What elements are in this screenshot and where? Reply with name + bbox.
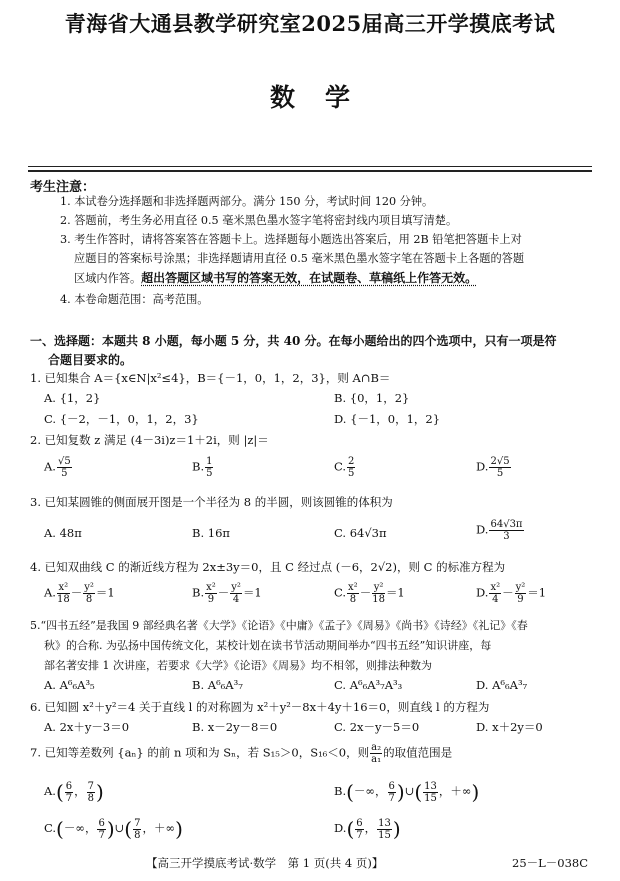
fraction-denominator: 5 (496, 468, 504, 479)
fraction-denominator: 5 (348, 468, 355, 479)
left-paren: ( (56, 817, 64, 841)
interval-start: －∞， (63, 821, 97, 835)
q4-option-c-fraction-1 (347, 582, 359, 605)
q2-option-d-label: D. (476, 459, 489, 474)
union-symbol: ∪ (114, 821, 125, 835)
q4-option-a-label: A. (44, 585, 56, 600)
q2-option-c (334, 456, 356, 479)
q4-option-a (44, 582, 115, 605)
fraction-denominator: 18 (56, 594, 70, 605)
q5-option-b: B. A⁶₆A³₇ (192, 678, 243, 692)
q1-option-d: D. {－1，0，1，2} (334, 412, 441, 426)
section-heading-line-1: 一、选择题：本题共 8 小题，每小题 5 分，共 40 分。在每小题给出的四个选项中，只有一项是符 (30, 334, 557, 348)
fraction-denominator: 15 (378, 829, 391, 841)
q2-option-c-fraction (347, 456, 355, 479)
question-5-line-3: 部名著安排 1 次讲座，若要求《大学》《论语》《周易》均不相邻，则排法种数为 (44, 659, 432, 672)
fraction-denominator: 4 (492, 594, 499, 605)
q2-option-a-label: A. (44, 459, 56, 474)
q2-option-b-fraction (205, 456, 213, 479)
section-heading-line-2: 合题目要求的。 (48, 353, 133, 367)
fraction-numerator: x² (490, 582, 501, 593)
q4-option-a-fraction-2 (83, 582, 95, 605)
q2-option-a-fraction (57, 456, 72, 479)
comma: ， (74, 784, 86, 798)
equals-one: ＝1 (95, 585, 115, 600)
q3-option-d-fraction (489, 519, 523, 542)
q4-option-d-fraction-2 (515, 582, 527, 605)
equals-one: ＝1 (527, 585, 547, 600)
fraction-denominator: 7 (388, 792, 395, 804)
notice-item-1: 1. 本试卷分选择题和非选择题两部分。满分 150 分，考试时间 120 分钟。 (60, 195, 434, 208)
fraction-denominator: 8 (85, 594, 93, 605)
q1-option-b: B. {0，1，2} (334, 391, 410, 405)
right-paren: ) (392, 817, 401, 841)
fraction (97, 818, 105, 841)
fraction-denominator: 9 (517, 594, 524, 605)
fraction-denominator: 3 (503, 531, 510, 542)
question-5-line-1: 5.“四书五经”是我国 9 部经典名著《大学》《论语》《中庸》《孟子》《周易》《尚书》《诗经》《礼记》《春 (30, 619, 528, 632)
right-paren: ) (396, 780, 405, 804)
notice-item-3-line-2: 应题目的答案标号涂黑；非选择题请用直径 0.5 毫米黑色墨水签字笔在答题卡上各题的答题 (74, 252, 525, 265)
q4-option-c (334, 582, 405, 605)
fraction (388, 781, 396, 804)
equals-one: ＝1 (242, 585, 262, 600)
q2-option-b-label: B. (192, 459, 205, 474)
fraction-numerator: 2 (348, 456, 355, 467)
q5-option-d: D. A⁶₆A³₇ (476, 678, 528, 692)
fraction (87, 781, 95, 804)
question-5-line-2: 秋》的合称. 为弘扬中国传统文化，某校计划在读书节活动期间举办“四书五经”知识讲座，每 (44, 639, 492, 652)
left-paren: ( (414, 780, 423, 804)
fraction (423, 781, 438, 804)
q4-option-b-label: B. (192, 585, 205, 600)
fraction-denominator: 7 (356, 829, 363, 841)
fraction (133, 818, 141, 841)
q4-option-d (476, 582, 546, 605)
question-2-stem: 2. 已知复数 z 满足 (4－3i)z＝1＋2i，则 |z|＝ (30, 433, 269, 447)
notice-item-2: 2. 答题前，考生务必用直径 0.5 毫米黑色墨水签字笔将密封线内项目填写清楚。 (60, 214, 458, 227)
fraction-denominator: 8 (87, 792, 95, 804)
question-1-stem: 1. 已知集合 A＝{x∈N|x²≤4}，B＝{－1，0，1，2，3}，则 A∩B＝ (30, 371, 391, 385)
fraction-numerator: a₂ (371, 742, 382, 753)
exam-title: 青海省大通县教学研究室2025届高三开学摸底考试 (64, 11, 556, 36)
fraction-denominator: 18 (372, 594, 385, 605)
question-4-stem: 4. 已知双曲线 C 的渐近线方程为 2x±3y＝0，且 C 经过点 (－6，2√2)，则 C 的标准方程为 (30, 560, 506, 574)
fraction (355, 818, 363, 841)
q7-option-c-label: C. (44, 821, 57, 835)
q7-option-d (334, 817, 401, 841)
comma: ， (364, 821, 377, 835)
fraction-numerator: 6 (388, 780, 395, 792)
union-symbol: ∪ (404, 784, 415, 798)
notice-heading: 考生注意： (30, 180, 96, 195)
fraction-numerator: y² (515, 582, 526, 593)
q3-option-c: C. 64√3π (334, 526, 387, 540)
fraction-numerator: 13 (424, 780, 437, 792)
equals-one: ＝1 (385, 585, 405, 600)
q4-option-d-label: D. (476, 585, 489, 600)
notice-emphasis: 超出答题区域书写的答案无效，在试题卷、草稿纸上作答无效。 (141, 271, 478, 285)
q4-option-d-fraction-1 (489, 582, 501, 605)
q7-option-c (44, 817, 183, 841)
q7-option-a-label: A. (44, 784, 56, 798)
q6-option-d: D. x＋2y＝0 (476, 720, 543, 734)
q1-option-a: A. {1，2} (44, 391, 101, 405)
fraction-numerator: x² (58, 582, 69, 593)
notice-item-4: 4. 本卷命题范围：高考范围。 (60, 293, 209, 306)
page-footer-left: 【高三开学摸底考试·数学 第 1 页(共 4 页)】 (146, 856, 384, 870)
right-paren: ) (96, 780, 104, 804)
fraction-numerator: x² (206, 582, 216, 593)
fraction (377, 818, 392, 841)
left-paren: ( (346, 817, 355, 841)
fraction-numerator: 13 (378, 817, 391, 829)
left-paren: ( (346, 780, 354, 804)
page-footer-code: 25－L－038C (512, 856, 589, 870)
fraction-numerator: y² (84, 582, 94, 593)
fraction-numerator: 2√5 (490, 456, 510, 467)
fraction-numerator: √5 (57, 456, 71, 467)
fraction-numerator: 6 (98, 817, 105, 829)
fraction-denominator: a₁ (371, 754, 382, 765)
q4-option-a-fraction-1 (57, 582, 70, 605)
fraction (65, 781, 73, 804)
interval-end: ，＋∞ (142, 821, 176, 835)
fraction-numerator: 7 (87, 780, 95, 792)
fraction-numerator: y² (373, 582, 384, 593)
question-7-ratio (370, 742, 382, 765)
fraction-denominator: 7 (98, 829, 105, 841)
q3-option-a: A. 48π (44, 526, 82, 540)
question-7-stem-start: 7. 已知等差数列 {aₙ} 的前 n 项和为 Sₙ，若 S₁₅＞0，S₁₆＜0，则 (30, 745, 370, 760)
q3-option-b: B. 16π (192, 526, 230, 540)
q1-option-c: C. {－2，－1，0，1，2，3} (44, 412, 199, 426)
q7-option-b-label: B. (334, 784, 347, 798)
q2-option-b (192, 456, 214, 479)
q4-option-c-label: C. (334, 585, 347, 600)
minus-sign: － (70, 585, 83, 600)
q6-option-a: A. 2x＋y－3＝0 (44, 720, 130, 734)
left-paren: ( (124, 817, 133, 841)
right-paren: ) (175, 817, 183, 841)
fraction-denominator: 8 (134, 829, 141, 841)
divider-rule-2 (28, 170, 592, 172)
q5-option-a: A. A⁶₆A³₅ (44, 678, 95, 692)
right-paren: ) (106, 817, 115, 841)
right-paren: ) (471, 780, 480, 804)
left-paren: ( (55, 780, 64, 804)
interval-end: ，＋∞ (438, 784, 472, 798)
fraction-numerator: 6 (356, 817, 363, 829)
fraction-numerator: 64√3π (490, 519, 523, 530)
divider-rule-1 (28, 166, 592, 167)
question-3-stem: 3. 已知某圆锥的侧面展开图是一个半径为 8 的半圆，则该圆锥的体积为 (30, 495, 393, 509)
fraction-numerator: 1 (206, 456, 213, 467)
q4-option-b-fraction-2 (230, 582, 242, 605)
fraction-denominator: 5 (61, 468, 68, 479)
fraction-denominator: 9 (207, 594, 215, 605)
fraction-denominator: 5 (206, 468, 213, 479)
fraction-numerator: y² (231, 582, 241, 593)
fraction-denominator: 4 (232, 594, 240, 605)
q4-option-b (192, 582, 262, 605)
q5-option-c: C. A⁶₆A³₇A³₃ (334, 678, 403, 692)
minus-sign: － (502, 585, 514, 600)
fraction-denominator: 8 (349, 594, 357, 605)
interval-start: －∞， (353, 784, 387, 798)
fraction-denominator: 15 (424, 792, 437, 804)
notice-item-3-line-3 (74, 270, 477, 287)
q2-option-c-label: C. (334, 459, 347, 474)
q4-option-c-fraction-2 (372, 582, 385, 605)
fraction-numerator: x² (348, 582, 358, 593)
q6-option-c: C. 2x－y－5＝0 (334, 720, 420, 734)
minus-sign: － (217, 585, 230, 600)
question-7-stem (30, 742, 452, 765)
notice-item-3-text: 区域内作答。 (74, 272, 142, 285)
fraction-numerator: 6 (65, 780, 73, 792)
fraction-numerator: 7 (134, 817, 141, 829)
subject-title: 数学 (269, 83, 380, 112)
q2-option-a (44, 456, 73, 479)
q7-option-a (44, 780, 104, 804)
question-6-stem: 6. 已知圆 x²＋y²＝4 关于直线 l 的对称圆为 x²＋y²－8x＋4y＋16＝0，则直线 l 的方程为 (30, 700, 490, 714)
q4-option-b-fraction-1 (205, 582, 217, 605)
notice-item-3-line-1: 3. 考生作答时，请将答案答在答题卡上。选择题每小题选出答案后，用 2B 铅笔把答题卡上对 (60, 233, 522, 246)
q3-option-d (476, 519, 525, 542)
q7-option-d-label: D. (334, 821, 347, 835)
minus-sign: － (359, 585, 372, 600)
q2-option-d-fraction (489, 456, 510, 479)
fraction-denominator: 7 (65, 792, 73, 804)
q3-option-d-label: D. (476, 522, 489, 537)
q2-option-d (476, 456, 512, 479)
question-7-stem-end: 的取值范围是 (383, 745, 453, 760)
q6-option-b: B. x－2y－8＝0 (192, 720, 278, 734)
q7-option-b (334, 780, 479, 804)
